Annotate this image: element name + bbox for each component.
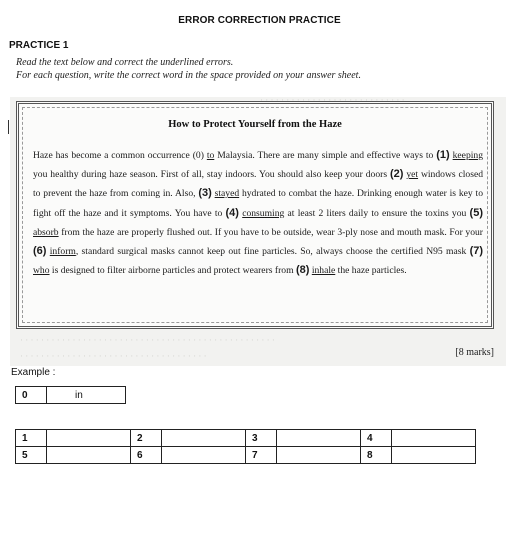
example-answer: in <box>47 387 126 404</box>
bleed-through-texture: · · · · · · · · · · · · · · · · · · · · · · · · · · · · · · · · · · · · <box>20 351 207 361</box>
question-number-cell: 2 <box>131 430 162 447</box>
answer-cell[interactable] <box>47 447 131 464</box>
question-number: (1) <box>436 149 450 161</box>
answer-cell[interactable] <box>277 430 361 447</box>
text-cursor <box>8 120 9 134</box>
question-number-cell: 7 <box>246 447 277 464</box>
question-number: (3) <box>198 187 212 200</box>
table-row <box>16 387 126 404</box>
page-title: ERROR CORRECTION PRACTICE <box>178 15 341 26</box>
underlined-error: keeping <box>452 150 483 161</box>
underlined-error: consuming <box>242 207 285 219</box>
question-number: (5) <box>469 206 483 219</box>
underlined-error: stayed <box>214 188 240 200</box>
passage-title: How to Protect Yourself from the Haze <box>168 119 342 130</box>
passage-segment: at least 2 liters daily to ensure the toxins you <box>284 207 470 219</box>
passage-segment: Malaysia. There are many simple and effective ways to <box>214 150 437 161</box>
passage-segment: Haze has become a common occurrence (0) <box>33 150 207 161</box>
example-table <box>15 386 126 404</box>
underlined-error: to <box>206 150 215 161</box>
table-row <box>16 447 476 464</box>
example-number: 0 <box>16 387 47 404</box>
passage-segment: is designed to filter airborne particles and protect wearers from <box>49 265 296 277</box>
scanned-passage-image <box>10 97 506 366</box>
question-number-cell: 8 <box>361 447 392 464</box>
table-row <box>16 430 476 447</box>
question-number: (2) <box>389 168 404 181</box>
instructions <box>16 56 361 82</box>
passage-segment: from the haze are properly flushed out. If you have to be outside, wear 3-ply nose and mouth mask. For your <box>58 226 483 238</box>
passage-text <box>33 146 483 280</box>
underlined-error: yet <box>406 169 419 181</box>
question-number: (7) <box>469 245 484 258</box>
question-number-cell: 1 <box>16 430 47 447</box>
passage-segment: , standard surgical masks cannot keep out fine particles. So, always choose the certified N95 mask <box>75 246 470 258</box>
answer-cell[interactable] <box>392 447 476 464</box>
practice-label: PRACTICE 1 <box>9 40 69 51</box>
question-number-cell: 3 <box>246 430 277 447</box>
example-label: Example : <box>11 367 56 378</box>
passage-segment: the haze particles. <box>335 265 407 277</box>
passage-segment: windows closed to prevent the haze from coming in. Also, <box>33 169 484 200</box>
passage-segment: hydrated to combat the haze. Drinking enough water is key to fight off the haze and it symptoms. You have to <box>33 188 483 219</box>
answer-cell[interactable] <box>162 430 246 447</box>
underlined-error: who <box>33 265 50 277</box>
question-number-cell: 4 <box>361 430 392 447</box>
question-number: (6) <box>33 245 47 258</box>
answer-cell[interactable] <box>277 447 361 464</box>
passage-segment: you healthy during haze season. First of all, stay indoors. You should also keep your doors <box>33 169 390 181</box>
question-number: (8) <box>295 264 310 277</box>
underlined-error: inform <box>49 246 76 258</box>
underlined-error: absorb <box>33 226 59 238</box>
answer-table <box>15 429 476 464</box>
question-number-cell: 6 <box>131 447 162 464</box>
question-number-cell: 5 <box>16 447 47 464</box>
bleed-through-texture: · · · · · · · · · · · · · · · · · · · · · · · · · · · · · · · · · · · · · · · · · · · · · · · · · <box>20 335 275 345</box>
passage-frame <box>16 101 494 329</box>
answer-cell[interactable] <box>47 430 131 447</box>
answer-cell[interactable] <box>162 447 246 464</box>
underlined-error: inhale <box>311 265 336 277</box>
answer-cell[interactable] <box>392 430 476 447</box>
instruction-line-2: For each question, write the correct word in the space provided on your answer sheet. <box>16 70 361 81</box>
question-number: (4) <box>225 206 239 219</box>
marks-label: [8 marks] <box>455 347 494 358</box>
instruction-line-1: Read the text below and correct the underlined errors. <box>16 57 234 68</box>
